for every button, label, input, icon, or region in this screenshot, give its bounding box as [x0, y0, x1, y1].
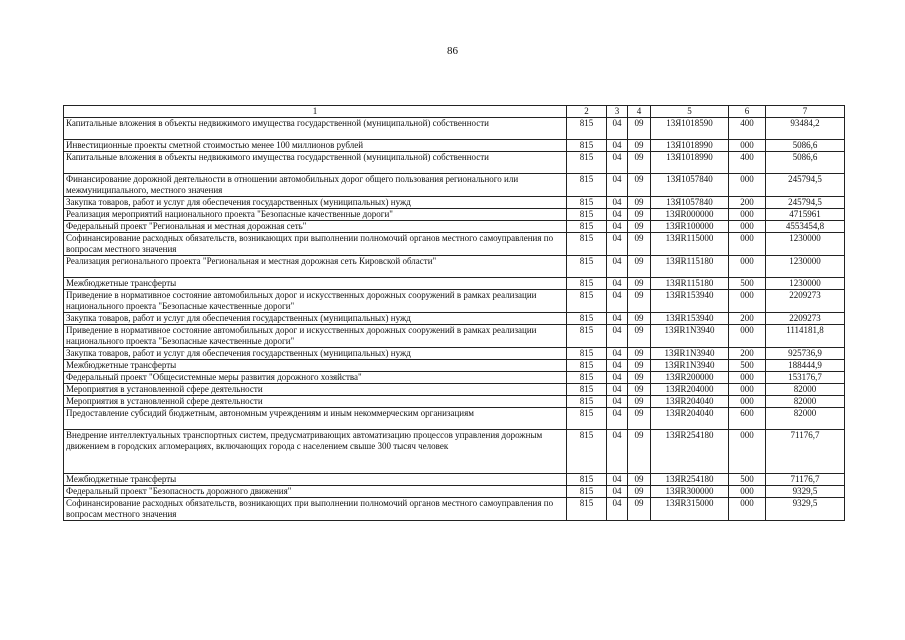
item-name-cell: Предоставление субсидий бюджетным, автономным учреждениям и иным некоммерческим организациям	[64, 408, 567, 430]
table-row	[64, 140, 845, 152]
table-header-row	[64, 106, 845, 118]
table-row	[64, 152, 845, 174]
table-row	[64, 430, 845, 474]
expense-type-cell: 000	[729, 140, 766, 152]
item-name-cell: Инвестиционные проекты сметной стоимостью менее 100 миллионов рублей	[64, 140, 567, 152]
amount-cell: 1230000	[766, 278, 845, 290]
page-number: 86	[447, 45, 458, 57]
expense-type-cell: 000	[729, 209, 766, 221]
section-cell: 04	[607, 197, 628, 209]
amount-cell: 245794,5	[766, 174, 845, 197]
item-name-cell: Реализация регионального проекта "Региональная и местная дорожная сеть Кировской области"	[64, 256, 567, 278]
amount-cell: 153176,7	[766, 372, 845, 384]
target-article-cell: 13ЯR000000	[651, 209, 729, 221]
expense-type-cell: 500	[729, 278, 766, 290]
expense-type-cell: 400	[729, 118, 766, 140]
amount-cell: 2209273	[766, 313, 845, 325]
expense-type-cell: 600	[729, 408, 766, 430]
table-row	[64, 256, 845, 278]
subsection-cell: 09	[628, 396, 651, 408]
expense-type-cell: 000	[729, 486, 766, 498]
subsection-cell: 09	[628, 348, 651, 360]
section-cell: 04	[607, 325, 628, 348]
section-cell: 04	[607, 408, 628, 430]
ministry-code-cell: 815	[567, 197, 607, 209]
item-name-cell: Приведение в нормативное состояние автомобильных дорог и искусственных дорожных сооружений в рамках реализации национального проекта "Безопасные качественные дороги"	[64, 290, 567, 313]
expense-type-cell: 000	[729, 221, 766, 233]
item-name-cell: Внедрение интеллектуальных транспортных систем, предусматривающих автоматизацию процессов управления дорожным движением в городских агломерациях, включающих города с населением свыше 300 тысяч человек	[64, 430, 567, 474]
subsection-cell: 09	[628, 498, 651, 521]
ministry-code-cell: 815	[567, 256, 607, 278]
amount-cell: 71176,7	[766, 474, 845, 486]
section-cell: 04	[607, 290, 628, 313]
subsection-cell: 09	[628, 152, 651, 174]
ministry-code-cell: 815	[567, 325, 607, 348]
section-cell: 04	[607, 498, 628, 521]
ministry-code-cell: 815	[567, 360, 607, 372]
subsection-cell: 09	[628, 486, 651, 498]
expense-type-cell: 200	[729, 313, 766, 325]
ministry-code-cell: 815	[567, 152, 607, 174]
amount-cell: 2209273	[766, 290, 845, 313]
expense-type-cell: 000	[729, 233, 766, 256]
table-row	[64, 174, 845, 197]
amount-cell: 82000	[766, 396, 845, 408]
amount-cell: 93484,2	[766, 118, 845, 140]
subsection-cell: 09	[628, 256, 651, 278]
ministry-code-cell: 815	[567, 396, 607, 408]
expense-type-cell: 000	[729, 290, 766, 313]
table-row	[64, 348, 845, 360]
amount-cell: 4553454,8	[766, 221, 845, 233]
ministry-code-cell: 815	[567, 498, 607, 521]
item-name-cell: Федеральный проект "Региональная и местная дорожная сеть"	[64, 221, 567, 233]
target-article-cell: 13ЯR115000	[651, 233, 729, 256]
column-header: 3	[607, 106, 628, 118]
target-article-cell: 13ЯR254180	[651, 430, 729, 474]
item-name-cell: Финансирование дорожной деятельности в отношении автомобильных дорог общего пользования регионального или межмуниципального, местного значения	[64, 174, 567, 197]
expense-type-cell: 000	[729, 384, 766, 396]
table-row	[64, 233, 845, 256]
table-row	[64, 221, 845, 233]
expense-type-cell: 000	[729, 396, 766, 408]
amount-cell: 9329,5	[766, 486, 845, 498]
target-article-cell: 13Я1018590	[651, 118, 729, 140]
subsection-cell: 09	[628, 278, 651, 290]
target-article-cell: 13ЯR315000	[651, 498, 729, 521]
section-cell: 04	[607, 221, 628, 233]
budget-table	[63, 105, 845, 521]
table-row	[64, 372, 845, 384]
item-name-cell: Межбюджетные трансферты	[64, 278, 567, 290]
amount-cell: 9329,5	[766, 498, 845, 521]
subsection-cell: 09	[628, 325, 651, 348]
section-cell: 04	[607, 372, 628, 384]
subsection-cell: 09	[628, 118, 651, 140]
amount-cell: 5086,6	[766, 140, 845, 152]
target-article-cell: 13Я1057840	[651, 174, 729, 197]
amount-cell: 82000	[766, 384, 845, 396]
subsection-cell: 09	[628, 430, 651, 474]
section-cell: 04	[607, 313, 628, 325]
item-name-cell: Межбюджетные трансферты	[64, 474, 567, 486]
item-name-cell: Мероприятия в установленной сфере деятельности	[64, 384, 567, 396]
target-article-cell: 13ЯR200000	[651, 372, 729, 384]
item-name-cell: Реализация мероприятий национального проекта "Безопасные качественные дороги"	[64, 209, 567, 221]
target-article-cell: 13ЯR204040	[651, 396, 729, 408]
amount-cell: 245794,5	[766, 197, 845, 209]
table-row	[64, 325, 845, 348]
subsection-cell: 09	[628, 209, 651, 221]
ministry-code-cell: 815	[567, 430, 607, 474]
column-header: 1	[64, 106, 567, 118]
target-article-cell: 13ЯR254180	[651, 474, 729, 486]
section-cell: 04	[607, 233, 628, 256]
expense-type-cell: 200	[729, 197, 766, 209]
subsection-cell: 09	[628, 372, 651, 384]
target-article-cell: 13Я1018990	[651, 140, 729, 152]
ministry-code-cell: 815	[567, 474, 607, 486]
amount-cell: 925736,9	[766, 348, 845, 360]
target-article-cell: 13Я1018990	[651, 152, 729, 174]
target-article-cell: 13ЯR204040	[651, 408, 729, 430]
target-article-cell: 13Я1057840	[651, 197, 729, 209]
table-row	[64, 209, 845, 221]
section-cell: 04	[607, 396, 628, 408]
amount-cell: 4715961	[766, 209, 845, 221]
ministry-code-cell: 815	[567, 118, 607, 140]
target-article-cell: 13ЯR100000	[651, 221, 729, 233]
expense-type-cell: 000	[729, 325, 766, 348]
expense-type-cell: 000	[729, 372, 766, 384]
target-article-cell: 13ЯR1N3940	[651, 325, 729, 348]
amount-cell: 5086,6	[766, 152, 845, 174]
expense-type-cell: 500	[729, 474, 766, 486]
ministry-code-cell: 815	[567, 290, 607, 313]
table-row	[64, 498, 845, 521]
target-article-cell: 13ЯR153940	[651, 290, 729, 313]
table-row	[64, 486, 845, 498]
amount-cell: 71176,7	[766, 430, 845, 474]
subsection-cell: 09	[628, 360, 651, 372]
ministry-code-cell: 815	[567, 140, 607, 152]
subsection-cell: 09	[628, 474, 651, 486]
item-name-cell: Софинансирование расходных обязательств, возникающих при выполнении полномочий органов местного самоуправления по вопросам местного значения	[64, 233, 567, 256]
target-article-cell: 13ЯR115180	[651, 278, 729, 290]
item-name-cell: Приведение в нормативное состояние автомобильных дорог и искусственных дорожных сооружений в рамках реализации национального проекта "Безопасные качественные дороги"	[64, 325, 567, 348]
target-article-cell: 13ЯR1N3940	[651, 348, 729, 360]
expense-type-cell: 000	[729, 174, 766, 197]
item-name-cell: Мероприятия в установленной сфере деятельности	[64, 396, 567, 408]
item-name-cell: Капитальные вложения в объекты недвижимого имущества государственной (муниципальной) собственности	[64, 152, 567, 174]
expense-type-cell: 000	[729, 430, 766, 474]
target-article-cell: 13ЯR1N3940	[651, 360, 729, 372]
expense-type-cell: 000	[729, 256, 766, 278]
table-row	[64, 118, 845, 140]
column-header: 2	[567, 106, 607, 118]
amount-cell: 188444,9	[766, 360, 845, 372]
item-name-cell: Капитальные вложения в объекты недвижимого имущества государственной (муниципальной) собственности	[64, 118, 567, 140]
ministry-code-cell: 815	[567, 372, 607, 384]
ministry-code-cell: 815	[567, 174, 607, 197]
ministry-code-cell: 815	[567, 278, 607, 290]
ministry-code-cell: 815	[567, 233, 607, 256]
expense-type-cell: 400	[729, 152, 766, 174]
section-cell: 04	[607, 486, 628, 498]
subsection-cell: 09	[628, 313, 651, 325]
amount-cell: 1230000	[766, 256, 845, 278]
ministry-code-cell: 815	[567, 313, 607, 325]
item-name-cell: Закупка товаров, работ и услуг для обеспечения государственных (муниципальных) нужд	[64, 197, 567, 209]
section-cell: 04	[607, 256, 628, 278]
subsection-cell: 09	[628, 197, 651, 209]
subsection-cell: 09	[628, 408, 651, 430]
item-name-cell: Федеральный проект "Общесистемные меры развития дорожного хозяйства"	[64, 372, 567, 384]
section-cell: 04	[607, 348, 628, 360]
section-cell: 04	[607, 209, 628, 221]
subsection-cell: 09	[628, 290, 651, 313]
table-row	[64, 360, 845, 372]
table-row	[64, 278, 845, 290]
subsection-cell: 09	[628, 140, 651, 152]
target-article-cell: 13ЯR115180	[651, 256, 729, 278]
ministry-code-cell: 815	[567, 486, 607, 498]
column-header: 4	[628, 106, 651, 118]
subsection-cell: 09	[628, 174, 651, 197]
subsection-cell: 09	[628, 384, 651, 396]
amount-cell: 1230000	[766, 233, 845, 256]
target-article-cell: 13ЯR300000	[651, 486, 729, 498]
ministry-code-cell: 815	[567, 348, 607, 360]
table-row	[64, 474, 845, 486]
table-row	[64, 384, 845, 396]
item-name-cell: Межбюджетные трансферты	[64, 360, 567, 372]
section-cell: 04	[607, 384, 628, 396]
expense-type-cell: 500	[729, 360, 766, 372]
table-row	[64, 197, 845, 209]
section-cell: 04	[607, 474, 628, 486]
table-row	[64, 396, 845, 408]
section-cell: 04	[607, 152, 628, 174]
section-cell: 04	[607, 360, 628, 372]
table-row	[64, 408, 845, 430]
target-article-cell: 13ЯR153940	[651, 313, 729, 325]
ministry-code-cell: 815	[567, 384, 607, 396]
expense-type-cell: 000	[729, 498, 766, 521]
section-cell: 04	[607, 140, 628, 152]
section-cell: 04	[607, 118, 628, 140]
amount-cell: 82000	[766, 408, 845, 430]
section-cell: 04	[607, 278, 628, 290]
item-name-cell: Закупка товаров, работ и услуг для обеспечения государственных (муниципальных) нужд	[64, 348, 567, 360]
column-header: 6	[729, 106, 766, 118]
amount-cell: 1114181,8	[766, 325, 845, 348]
ministry-code-cell: 815	[567, 408, 607, 430]
section-cell: 04	[607, 174, 628, 197]
item-name-cell: Софинансирование расходных обязательств, возникающих при выполнении полномочий органов местного самоуправления по вопросам местного значения	[64, 498, 567, 521]
ministry-code-cell: 815	[567, 221, 607, 233]
table-body	[64, 118, 845, 521]
subsection-cell: 09	[628, 221, 651, 233]
target-article-cell: 13ЯR204000	[651, 384, 729, 396]
expense-type-cell: 200	[729, 348, 766, 360]
column-header: 5	[651, 106, 729, 118]
ministry-code-cell: 815	[567, 209, 607, 221]
subsection-cell: 09	[628, 233, 651, 256]
item-name-cell: Федеральный проект "Безопасность дорожного движения"	[64, 486, 567, 498]
item-name-cell: Закупка товаров, работ и услуг для обеспечения государственных (муниципальных) нужд	[64, 313, 567, 325]
column-header: 7	[766, 106, 845, 118]
table-row	[64, 313, 845, 325]
section-cell: 04	[607, 430, 628, 474]
table-row	[64, 290, 845, 313]
